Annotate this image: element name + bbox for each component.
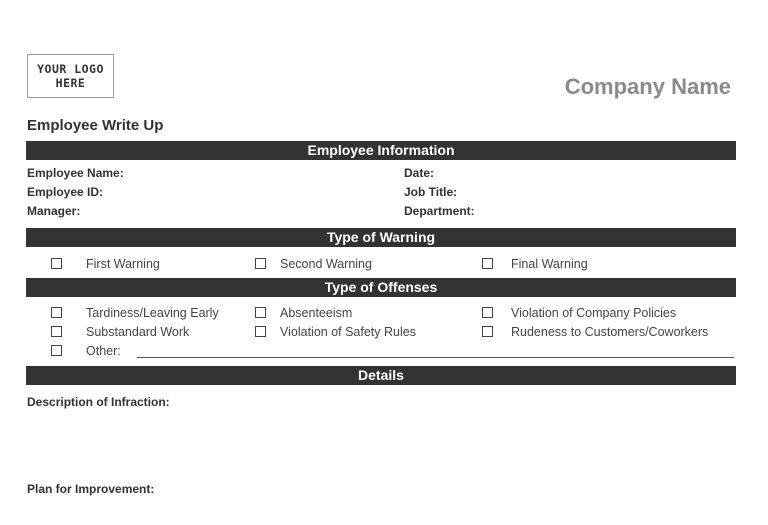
job-title-label: Job Title: bbox=[404, 185, 458, 199]
first-warning-checkbox[interactable] bbox=[51, 258, 62, 269]
absenteeism-checkbox[interactable] bbox=[255, 307, 266, 318]
other-offense-label: Other: bbox=[86, 344, 121, 358]
section-header-details: Details bbox=[26, 366, 736, 385]
absenteeism-label: Absenteeism bbox=[280, 306, 353, 320]
first-warning-label: First Warning bbox=[86, 257, 160, 271]
rudeness-checkbox[interactable] bbox=[482, 326, 493, 337]
other-offense-checkbox[interactable] bbox=[51, 345, 62, 356]
rudeness-label: Rudeness to Customers/Coworkers bbox=[511, 325, 709, 339]
logo-placeholder bbox=[27, 54, 114, 98]
other-offense-input-line[interactable] bbox=[137, 357, 734, 358]
policy-violation-label: Violation of Company Policies bbox=[511, 306, 677, 320]
tardiness-label: Tardiness/Leaving Early bbox=[86, 306, 219, 320]
substandard-work-label: Substandard Work bbox=[86, 325, 190, 339]
section-header-employee-information: Employee Information bbox=[26, 141, 736, 160]
company-name: Company Name bbox=[564, 74, 731, 99]
final-warning-checkbox[interactable] bbox=[482, 258, 493, 269]
document-title: Employee Write Up bbox=[27, 117, 164, 134]
employee-id-label: Employee ID: bbox=[27, 185, 104, 199]
plan-for-improvement-label: Plan for Improvement: bbox=[27, 482, 155, 496]
section-header-type-of-warning: Type of Warning bbox=[26, 228, 736, 247]
second-warning-checkbox[interactable] bbox=[255, 258, 266, 269]
substandard-work-checkbox[interactable] bbox=[51, 326, 62, 337]
tardiness-checkbox[interactable] bbox=[51, 307, 62, 318]
logo-text: YOUR LOGO HERE bbox=[37, 62, 104, 90]
section-header-type-of-offenses: Type of Offenses bbox=[26, 278, 736, 297]
final-warning-label: Final Warning bbox=[511, 257, 588, 271]
date-label: Date: bbox=[404, 166, 435, 180]
policy-violation-checkbox[interactable] bbox=[482, 307, 493, 318]
department-label: Department: bbox=[404, 204, 475, 218]
safety-violation-checkbox[interactable] bbox=[255, 326, 266, 337]
employee-name-label: Employee Name: bbox=[27, 166, 124, 180]
description-of-infraction-label: Description of Infraction: bbox=[27, 395, 170, 409]
safety-violation-label: Violation of Safety Rules bbox=[280, 325, 416, 339]
manager-label: Manager: bbox=[27, 204, 81, 218]
second-warning-label: Second Warning bbox=[280, 257, 372, 271]
